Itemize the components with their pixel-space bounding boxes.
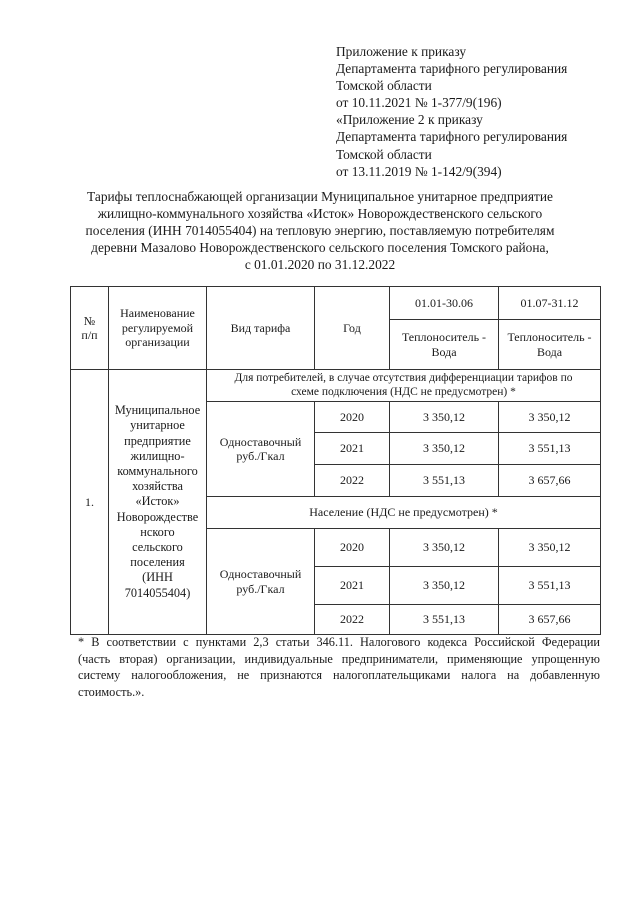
header-period-2: 01.07-31.12: [499, 287, 601, 320]
section-title: Население (НДС не предусмотрен) *: [207, 497, 601, 529]
footnote-line: * В соответствии с пунктами 2,3 статьи 346.11. Налогового кодекса Российской Федерации: [78, 635, 600, 649]
year-cell: 2022: [315, 465, 390, 497]
tariff-value: 3 551,13: [499, 433, 601, 465]
header-line: Департамента тарифного регулирования: [336, 129, 568, 145]
year-cell: 2020: [315, 529, 390, 567]
tariff-value: 3 657,66: [499, 465, 601, 497]
footnote-line: (часть вторая) организации, индивидуальные предприниматели, применяющие упрощенную: [78, 651, 600, 666]
header-line: Томской области: [336, 146, 432, 162]
footnote-line: систему налогообложения, не признаются налогоплательщиками налога на добавленную: [78, 668, 600, 683]
header-carrier-1: Теплоноситель - Вода: [390, 320, 499, 370]
header-line: Томской области: [336, 78, 432, 94]
title-line: с 01.01.2020 по 31.12.2022: [244, 256, 396, 272]
tariff-value: 3 350,12: [390, 433, 499, 465]
year-cell: 2021: [315, 567, 390, 605]
footnote: [78, 634, 600, 700]
tariff-type: Одноставочный руб./Гкал: [207, 529, 315, 635]
header-line: Приложение к приказу: [336, 44, 467, 59]
header-line: «Приложение 2 к приказу: [336, 112, 483, 128]
order-reference-block: [336, 43, 626, 180]
header-tariff-type: Вид тарифа: [207, 287, 315, 370]
organization-name: Муниципальное унитарное предприятие жилищно- коммунального хозяйства «Исток» Новорождестве нского сельского поселения (ИНН 7014055404): [109, 370, 207, 635]
tariff-value: 3 350,12: [390, 402, 499, 433]
title-line: Тарифы теплоснабжающей организации Муниципальное унитарное предприятие: [87, 189, 553, 204]
header-line: от 13.11.2019 № 1-142/9(394): [336, 163, 502, 179]
tariff-value: 3 350,12: [390, 529, 499, 567]
footnote-line: стоимость.».: [78, 684, 145, 699]
header-line: от 10.11.2021 № 1-377/9(196): [336, 95, 502, 111]
tariff-value: 3 350,12: [390, 567, 499, 605]
header-line: Департамента тарифного регулирования: [336, 61, 568, 77]
title-line: жилищно-коммунального хозяйства «Исток» Новорождественского сельского: [97, 205, 543, 221]
header-num: № п/п: [71, 287, 109, 370]
header-carrier-2: Теплоноситель - Вода: [499, 320, 601, 370]
header-organization: Наименование регулируемой организации: [109, 287, 207, 370]
tariff-value: 3 551,13: [390, 605, 499, 635]
tariff-value: 3 657,66: [499, 605, 601, 635]
section-title-row: [71, 370, 601, 402]
tariff-value: 3 551,13: [499, 567, 601, 605]
section-title: Для потребителей, в случае отсутствия дифференциации тарифов по схеме подключения (НДС не предусмотрен) *: [207, 370, 601, 402]
row-number: 1.: [71, 370, 109, 635]
title-line: деревни Мазалово Новорождественского сельского поселения Томского района,: [91, 239, 549, 255]
table-header-row: [71, 287, 601, 320]
tariff-type: Одноставочный руб./Гкал: [207, 402, 315, 497]
year-cell: 2022: [315, 605, 390, 635]
document-title: [60, 189, 580, 274]
year-cell: 2020: [315, 402, 390, 433]
tariff-value: 3 551,13: [390, 465, 499, 497]
tariff-value: 3 350,12: [499, 529, 601, 567]
tariff-value: 3 350,12: [499, 402, 601, 433]
title-line: поселения (ИНН 7014055404) на тепловую энергию, поставляемую потребителям: [85, 222, 555, 238]
year-cell: 2021: [315, 433, 390, 465]
header-period-1: 01.01-30.06: [390, 287, 499, 320]
tariff-table: [70, 286, 601, 635]
header-year: Год: [315, 287, 390, 370]
